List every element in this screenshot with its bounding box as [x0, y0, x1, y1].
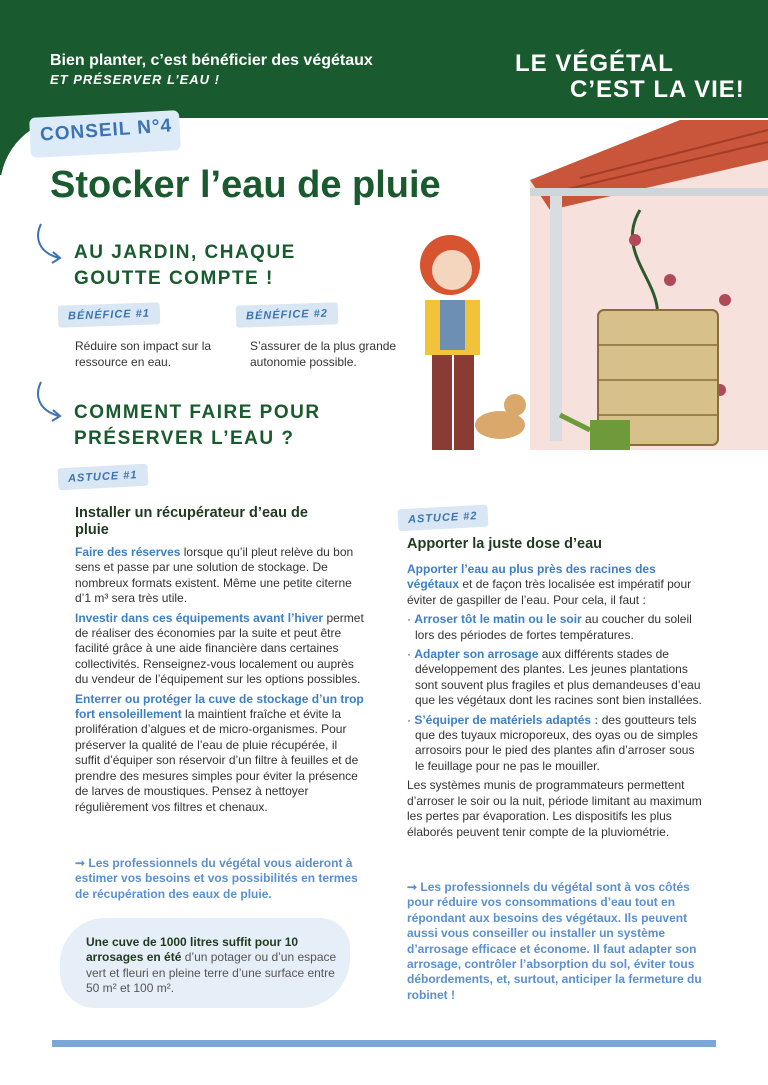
paragraph	[75, 545, 365, 607]
header-tagline: Bien planter, c’est bénéficier des végétaux	[50, 52, 373, 69]
callout-body: d’un potager ou d’un espace vert et fleuri en pleine terre d’une surface entre 50 m² et 100 m².	[86, 950, 337, 996]
callout-bold: Une cuve de 1000 litres suffit pour 10 arrosages en été	[86, 935, 299, 965]
highlight: Investir dans ces équipements avant l’hiver	[75, 610, 324, 625]
section-heading-garden	[74, 240, 296, 292]
highlight: Faire des réserves	[75, 545, 181, 559]
benefice-2-text: S’assurer de la plus grande autonomie possible.	[250, 339, 397, 369]
paragraph-text: la maintient fraîche et évite la prolifération d’algues et de micro-organismes. Pour préserver la qualité de l’eau de pluie récupérée, il suffit d’équiper son réservoir d’un filtre à feuilles et de prendre des mesures simples pour éviter la présence de larves de moustiques. Pensez à nettoyer régulièrement vos filtres et chenaux.	[75, 707, 359, 814]
list-item: · S’équiper de matériels adaptés : des goutteurs tels que des tuyaux microporeux, des oyas ou de simples arrosoirs pour le pied des plantes afin d’arroser sous le feuillage pour ne pas le mouiller.	[407, 712, 698, 773]
brand-logo	[515, 50, 745, 110]
astuce-2-title: Apporter la juste dose d’eau	[407, 536, 602, 552]
logo-line1: LE VÉGÉTAL	[515, 50, 674, 77]
astuce-1-title: Installer un récupérateur d’eau de pluie	[75, 505, 308, 538]
highlight: Apporter l’eau au plus près des racines des végétaux	[407, 562, 656, 592]
illustration-rain-tank	[380, 120, 768, 490]
page-title: Stocker l’eau de pluie	[50, 164, 441, 206]
astuce-2-note: ➞ Les professionnels du végétal sont à vos côtés pour réduire vos consommations d’eau tout en répondant aux besoins des végétaux. Ils peuvent aussi vous conseiller ou installer un système d’arrosage efficace et économe. Il faut adapter son arrosage, contrôler l’absorption du sol, éviter tous débordements, et, surtout, anticiper la fermeture du robinet !	[407, 880, 702, 1002]
watering-can-icon	[590, 420, 630, 450]
benefice-1-text: Réduire son impact sur la ressource en eau.	[75, 339, 212, 369]
section-heading-how	[74, 400, 321, 452]
paragraph: Les systèmes munis de programmateurs permettent d’arroser le soir ou la nuit, période limitant au maximum les pertes par évaporation. Les dispositifs les plus élaborés peuvent tenir compte de la pluviométrie.	[407, 778, 702, 839]
highlight: S’équiper de matériels adaptés :	[414, 712, 599, 727]
paragraph-text: et de façon très localisée est impératif pour éviter de gaspiller de l’eau. Pour cela, il faut :	[407, 577, 692, 607]
heading-line: AU JARDIN, CHAQUE	[74, 242, 296, 263]
paragraph-text: lorsque qu’il pleut relève du bon sens et passe par une solution de stockage. De nombreux formats existent. Même une petite citerne d’1 m³ sera très utile.	[75, 545, 354, 606]
highlight: Arroser tôt le matin ou le soir	[414, 612, 582, 627]
paragraph-text: permet de réaliser des économies par la suite et peut être facilité grâce à une aide financière dans certaines collectivités. Renseignez-vous localement ou auprès du vendeur de l’équipement sur les options possibles.	[75, 610, 364, 687]
paragraph-text: des goutteurs tels que des tuyaux microporeux, des oyas ou de simples arrosoirs pour le pied des plantes afin d’arroser sous le feuillage pour ne pas le mouiller.	[415, 712, 698, 773]
list-item: · Arroser tôt le matin ou le soir au coucher du soleil lors des périodes de fortes températures.	[407, 612, 692, 642]
list-item: · Adapter son arrosage aux différents stades de développement des plantes. Les jeunes plantations sont souvent plus fragiles et plus demandeuses d’eau que les végétaux dont les racines sont bien installées.	[407, 647, 702, 708]
conseil-label: CONSEIL N°4	[39, 115, 173, 146]
downpipe-icon	[550, 196, 562, 441]
astuce-2-body	[407, 562, 707, 844]
astuce-2-tag: ASTUCE #2	[397, 505, 488, 532]
woman-trousers	[432, 355, 474, 450]
woman-face	[432, 250, 472, 290]
highlight: Adapter son arrosage	[414, 647, 539, 662]
header-tagline-sub: ET PRÉSERVER L’EAU !	[50, 72, 221, 87]
benefice-1-tag: BÉNÉFICE #1	[58, 302, 161, 328]
astuce-1-tag: ASTUCE #1	[57, 464, 148, 491]
curved-arrow-icon	[33, 380, 67, 428]
paragraph	[75, 611, 365, 688]
paragraph-text: aux différents stades de développement des plantes. Les jeunes plantations sont souvent plus fragiles et plus demandeuses d’eau que les végétaux dont les racines sont bien installées.	[415, 647, 702, 708]
heading-line: PRÉSERVER L’EAU ?	[74, 428, 295, 449]
callout-text	[86, 935, 346, 997]
paragraph	[75, 692, 365, 815]
highlight: Enterrer ou protéger la cuve de stockage d’un trop fort ensoleillement	[75, 691, 364, 722]
benefice-2-tag: BÉNÉFICE #2	[236, 302, 339, 328]
paragraph-text: au coucher du soleil lors des périodes de fortes températures.	[415, 612, 692, 642]
heading-line: COMMENT FAIRE POUR	[74, 402, 321, 423]
astuce-1-body	[75, 545, 365, 819]
gutter-icon	[530, 188, 768, 196]
curved-arrow-icon	[33, 222, 67, 270]
paragraph	[407, 562, 707, 608]
footer-bar	[52, 1040, 716, 1047]
heading-line: GOUTTE COMPTE !	[74, 268, 274, 289]
logo-line2: C’EST LA VIE!	[570, 76, 745, 103]
astuce-1-note: ➞ Les professionnels du végétal vous aideront à estimer vos besoins et vos possibilités en termes de récupération des eaux de pluie.	[75, 856, 358, 901]
